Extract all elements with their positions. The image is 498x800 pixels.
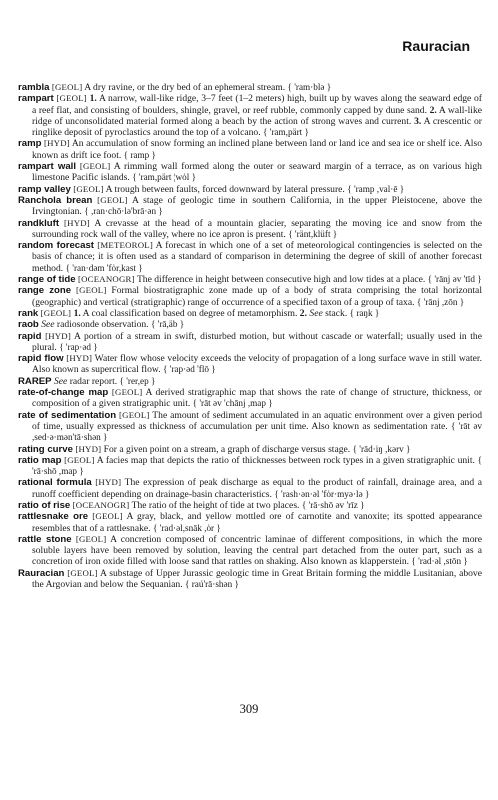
subject-label: [GEOL] [75,533,107,544]
headword: raob [18,319,39,331]
pronunciation: { 'rap·əd } [59,341,98,352]
definition-text: A crescentic or ringlike deposit of pyroclastics around the top of a volcano. [32,115,482,139]
pronunciation: { 'rād·iŋ ,kərv } [352,443,411,454]
subject-label: [GEOL] [56,93,87,104]
definition-text: An accumulation of snow forming an inclined plane between land or land ice and sea ice or shelf ice. Also known as drift ice foot. [32,138,482,161]
subject-label: [GEOL] [40,307,72,318]
definition-text: radar report. [67,375,120,387]
definition-text: A portion of a stream in swift, disturbed motion, but without cascade or waterfall; usually used in the plural. [32,330,482,353]
dictionary-entry [18,308,482,319]
pronunciation: { 'rad·əl,snāk ,ȯr } [152,522,221,533]
definition-text: A gray, black, and yellow mottled ore of carnotite and vanoxite; its spotted appearance resembles that of a rattlesnake. [32,511,482,534]
headword: range zone [18,285,72,297]
headword: ramp [18,138,42,150]
pronunciation: { 'ram,pärt } [263,127,309,138]
headword: ramp valley [18,183,71,195]
sense-number: 2. [429,104,437,116]
dictionary-entry [18,477,482,500]
sense-number: 2. [299,307,307,319]
headword: ratio of rise [18,499,71,511]
subject-label: [OCEANOGR] [72,499,130,510]
headword: rating curve [18,443,73,455]
definition-text: A dry ravine, or the dry bed of an ephemeral stream. [82,82,288,93]
headword: rampart wall [18,161,76,173]
dictionary-entry [18,511,482,534]
definition-text: Formal biostratigraphic zone made up of a body of strata comprising the total horizontal (geographic) and vertical (stratigraphic) range of occurrence of a specified taxon of a group of taxa. [32,285,482,308]
headword: random forecast [18,240,94,252]
pronunciation: { ,ran·chō·lə'brā·ən } [84,206,163,217]
pronunciation: { 'ran·dəm 'fȯr,kast } [65,262,143,273]
sense-number: 1. [73,307,81,319]
definition-text: A substage of Upper Jurassic geologic time in Great Britain forming the middle Lusitanian, above the Argovian and below the Sequanian. [32,567,482,591]
subject-label: [OCEANOGR] [77,274,135,285]
definition-text: A wall-like ridge of unconsolidated material formed along a beach by the action of strong waves and current. [32,104,482,127]
cross-reference-see: See [41,319,55,331]
definition-text: A trough between faults, forced downward by lateral pressure. [103,183,348,195]
subject-label: [HYD] [95,477,122,488]
page-number: 309 [239,702,259,716]
subject-label: [GEOL] [111,387,143,398]
subject-label: [GEOL] [75,285,107,296]
definition-text: The expression of peak discharge as equal to the product of rainfall, drainage area, and a runoff coefficient depending on drainage-basin characteristics. [32,477,482,500]
headword: rapid [18,330,42,342]
subject-label: [HYD] [66,353,93,364]
headword: rattle stone [18,533,72,545]
definition-text: A forecast in which one of a set of meteorological contingencies is selected on the basis of chance; it is often used as a standard of comparison in determining the degree of skill of another forecast method. [32,240,482,274]
pronunciation: { 'rānj əv 'tīd } [427,274,482,285]
subject-label: [HYD] [43,138,70,149]
definition-text: The ratio of the height of tide at two places. [129,499,302,511]
headword: rank [18,307,39,319]
headword: rapid flow [18,353,64,365]
pronunciation: { 'ram·blə } [287,82,332,92]
pronunciation: { 'rap·əd 'flō } [163,364,216,375]
dictionary-entry [18,387,482,410]
dictionary-entry [18,218,482,241]
subject-label: [HYD] [45,330,71,341]
definition-text: A concretion composed of concentric laminae of different compositions, in which the more soluble layers have been removed by solution, leaving the central part detached from the outer part, such as a concretion of iron oxide filled with loose sand that rattles on shaking. Also known as klapperstein. [32,533,482,568]
headword: rambla [18,82,50,93]
headword: ratio map [18,454,62,466]
headword: range of tide [18,274,76,286]
subject-label: [HYD] [64,217,90,228]
subject-label: [METEOROL] [97,240,153,251]
definition-text: A coal classification based on degree of metamorphism. [80,307,300,319]
headword: RAREP [18,375,52,387]
definition-text: A crevasse at the head of a mountain glacier, separating the moving ice and snow from the surrounding rock wall of the valley, where no ice apron is present. [32,217,483,240]
dictionary-entry [18,410,482,444]
pronunciation: { raŋk } [349,307,380,318]
subject-label: [GEOL] [119,409,150,420]
pronunciation: { 'ränt,klüft } [288,228,338,239]
pronunciation: { 'rāt əv ,sed·ə·mən'tā·shən } [32,420,482,443]
dictionary-entry [18,534,482,568]
subject-label: [GEOL] [92,511,123,522]
pronunciation: { ramp } [123,149,156,160]
definition-text: The difference in height between consecutive high and low tides at a place. [134,274,428,286]
definition-text: A facies map that depicts the ratio of thicknesses between rock types in a given stratigraphic unit. [94,454,478,466]
headword: rattlesnake ore [18,511,89,523]
pronunciation: { 'rāt əv 'chānj ,map } [192,398,273,409]
pronunciation: { 'rā,äb } [150,319,185,330]
headword: Rauracian [18,567,65,579]
pronunciation: { 'rānj ,zōn } [416,296,465,307]
sense-number: 1. [89,93,97,105]
headword: rate of sedimentation [18,409,117,421]
dictionary-entry [18,444,482,455]
dictionary-entry [18,82,482,93]
definition-text: Water flow whose velocity exceeds the velocity of propagation of a long surface wave in still water. Also known as supercritical flow. [32,353,482,376]
dictionary-entry [18,184,482,195]
definition-text: A narrow, wall-like ridge, 3–7 feet (1–2 meters) high, built up by waves along the seaward edge of a reef flat, and consisting of boulders, shingle, gravel, or reef rubble, commonly capped by dune sand. [32,93,482,116]
pronunciation: { 'ramp ,val·ē } [347,183,405,194]
dictionary-entry [18,455,482,478]
cross-reference-see: See [54,375,68,387]
dictionary-entry [18,93,482,138]
headword: rational formula [18,477,92,489]
subject-label: [GEOL] [51,82,83,92]
dictionary-entry [18,376,482,387]
sense-number: 3. [414,115,422,127]
dictionary-entry [18,274,482,285]
cross-reference-see: See [309,307,323,319]
definition-text: A derived stratigraphic map that shows the rate of change of structure, thickness, or composition of a given stratigraphic unit. [32,387,482,410]
headword: Ranchola brean [18,194,93,206]
pronunciation: { 'ram,pärt ¦wȯl } [132,172,197,183]
dictionary-entry [18,500,482,511]
pronunciation: { 'rā·shō ,map } [32,454,482,477]
subject-label: [GEOL] [79,161,111,172]
subject-label: [GEOL] [67,567,98,578]
headword: rampart [18,93,54,105]
subject-label: [HYD] [75,443,102,454]
definition-text: The amount of sediment accumulated in an aquatic environment over a given period of time, usually expressed as thickness of accumulation per unit time. Also known as sedimentation rate. [32,409,482,432]
dictionary-entry [18,331,482,354]
entry-list [18,82,482,590]
dictionary-entry [18,195,482,218]
dictionary-entry [18,353,482,376]
dictionary-entry [18,285,482,308]
subject-label: [GEOL] [97,194,128,205]
running-head: Rauracian [402,38,470,54]
subject-label: [GEOL] [64,454,95,465]
subject-label: [GEOL] [73,183,104,194]
definition-text: stack. [322,307,350,319]
pronunciation: { 'rash·ən·əl 'fȯr·myə·lə } [274,488,370,499]
headword: rate-of-change map [18,387,109,399]
pronunciation: { 'rā·shō əv 'rīz } [301,499,365,510]
dictionary-entry [18,138,482,161]
definition-text: radiosonde observation. [54,319,151,331]
headword: randkluft [18,217,60,229]
pronunciation: { 'rad·əl ,stōn } [411,556,468,567]
dictionary-entry [18,240,482,274]
pronunciation: { raú'rā·shən } [185,579,239,590]
dictionary-entry [18,319,482,330]
definition-text: A rimming wall formed along the outer or seaward margin of a terrace, as on various high limestone Pacific islands. [32,161,482,184]
dictionary-entry [18,161,482,184]
definition-text: A stage of geologic time in southern California, in the upper Pleistocene, above the Irvingtonian. [32,194,482,218]
dictionary-entry [18,568,482,591]
pronunciation: { 'rer,ep } [119,375,156,386]
definition-text: For a given point on a stream, a graph of discharge versus stage. [101,443,353,455]
